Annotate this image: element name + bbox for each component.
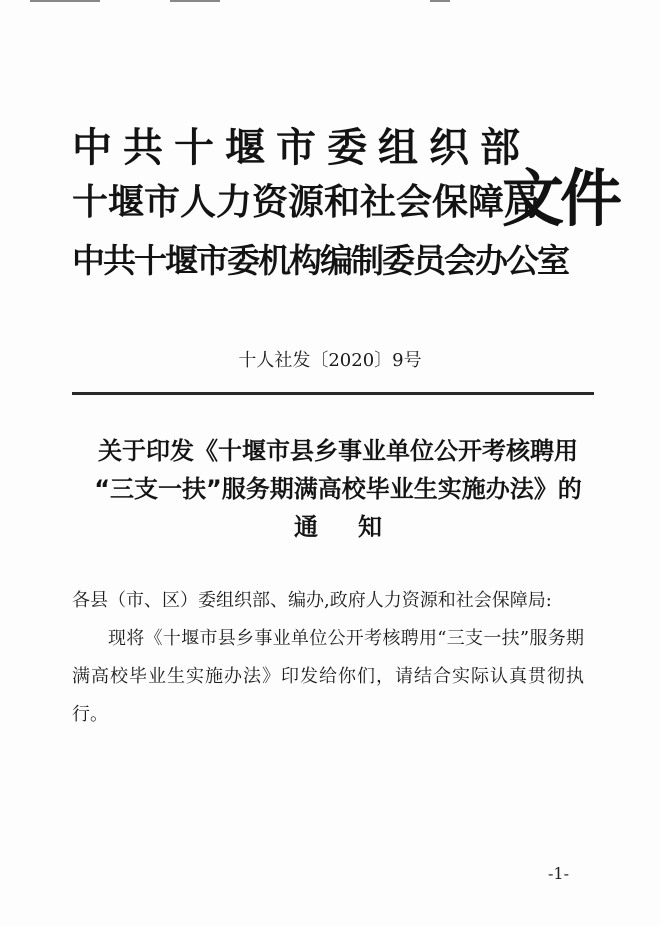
body-paragraph: 现将《十堰市县乡事业单位公开考核聘用“三支一扶”服务期满高校毕业生实施办法》印发给你们，请结合实际认真贯彻执行。 <box>72 628 584 725</box>
title-line-2: “三支一扶”服务期满高校毕业生实施办法》的 <box>94 475 582 503</box>
document-number: 十人社发〔2020〕9号 <box>238 350 422 371</box>
header-divider <box>72 392 594 395</box>
document-body <box>72 582 584 734</box>
issuer-human-resources-bureau: 十堰市人力资源和社会保障局 <box>72 181 541 223</box>
title-line-1: 关于印发《十堰市县乡事业单位公开考核聘用 <box>98 437 578 465</box>
page-number: -1- <box>548 864 569 883</box>
document-title <box>58 432 618 546</box>
scan-artifact <box>30 0 100 2</box>
salutation: 各县（市、区）委组织部、编办,政府人力资源和社会保障局: <box>72 590 552 611</box>
issuer-staffing-committee-office: 中共十堰市委机构编制委员会办公室 <box>72 241 568 280</box>
issuer-organization-department: 中共十堰市委组织部 <box>72 124 531 171</box>
document-kind-label: 文件 <box>502 162 619 235</box>
scan-artifact <box>170 0 220 2</box>
scan-artifact <box>430 0 450 2</box>
title-line-3: 通知 <box>294 513 422 541</box>
